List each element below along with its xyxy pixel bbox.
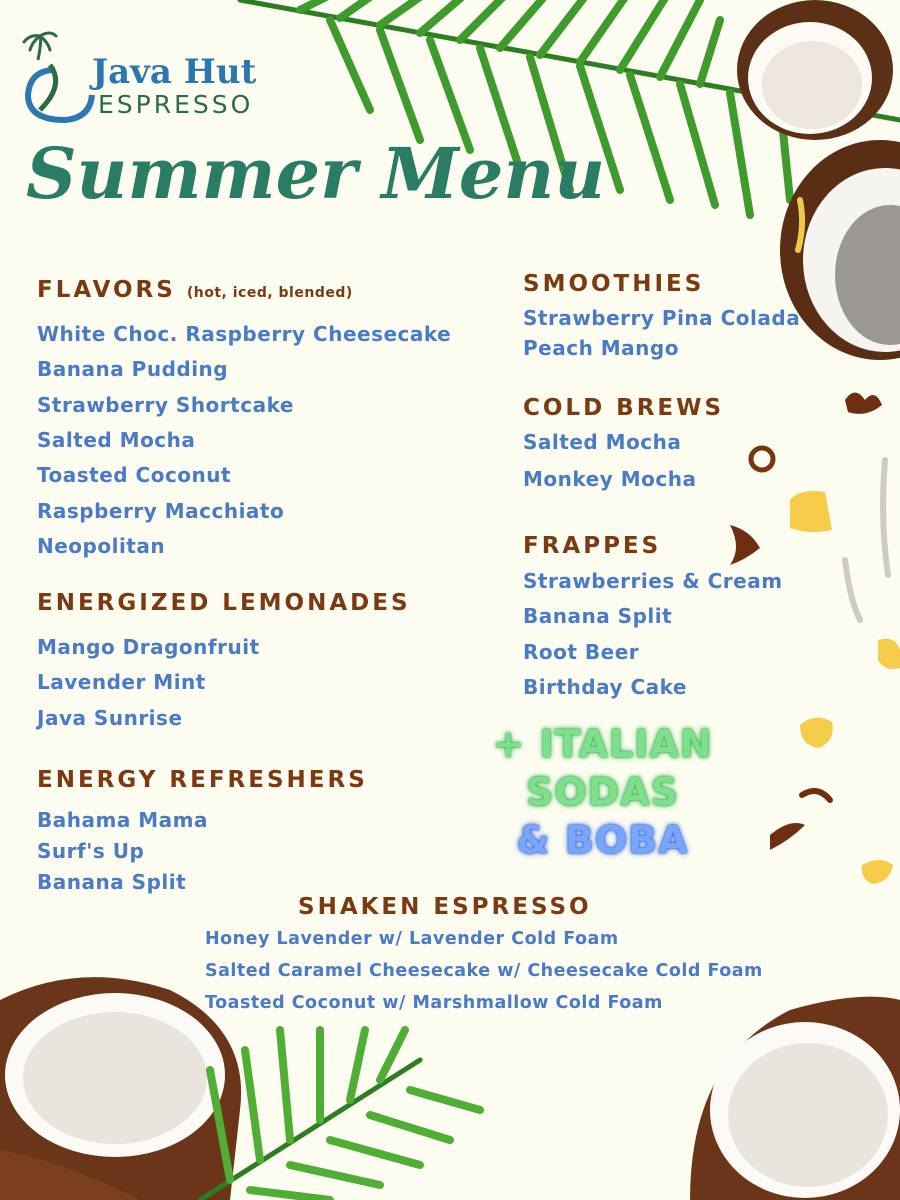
menu-item: Lavender Mint [37,670,206,694]
menu-item: White Choc. Raspberry Cheesecake [37,322,452,346]
flavors-heading-label: FLAVORS [37,277,176,303]
cold-brews-heading: COLD BREWS [523,395,725,421]
page-title: Summer Menu [26,132,606,215]
menu-item: Strawberry Pina Colada [523,306,801,330]
menu-item: Banana Pudding [37,357,229,381]
brand-subtitle: ESPRESSO [98,90,254,119]
coconut-icon [737,0,893,140]
palm-leaf-icon [200,1030,480,1200]
menu-item: Salted Caramel Cheesecake w/ Cheesecake Cold Foam [205,961,763,981]
menu-item: Toasted Coconut [37,463,232,487]
flavors-heading [37,277,353,303]
promo-line-3: & BOBA [516,818,689,862]
frappes-heading: FRAPPES [523,533,662,559]
menu-item: Monkey Mocha [523,467,697,491]
smoothies-heading: SMOOTHIES [523,271,705,297]
coconut-icon [690,997,900,1200]
lemonades-heading: ENERGIZED LEMONADES [37,590,411,616]
menu-item: Strawberry Shortcake [37,393,294,417]
brand-name: Java Hut [92,52,257,92]
shaken-espresso-heading: SHAKEN ESPRESSO [298,894,592,920]
menu-item: Raspberry Macchiato [37,499,285,523]
menu-item: Honey Lavender w/ Lavender Cold Foam [205,929,619,949]
menu-item: Banana Split [37,870,187,894]
flavors-note: (hot, iced, blended) [186,285,353,301]
menu-item: Root Beer [523,640,640,664]
refreshers-heading: ENERGY REFRESHERS [37,767,368,793]
promo-line-2: SODAS [526,770,679,814]
palm-tree-icon [20,30,95,125]
promo-line-1: + ITALIAN [492,722,713,766]
menu-item: Banana Split [523,604,673,628]
menu-item: Salted Mocha [523,430,682,454]
menu-item: Birthday Cake [523,675,687,699]
menu-item: Bahama Mama [37,808,209,832]
menu-item: Surf's Up [37,839,145,863]
menu-item: Strawberries & Cream [523,569,783,593]
menu-item: Neopolitan [37,534,166,558]
menu-item: Salted Mocha [37,428,196,452]
menu-item: Mango Dragonfruit [37,635,260,659]
menu-item: Toasted Coconut w/ Marshmallow Cold Foam [205,993,663,1013]
menu-item: Java Sunrise [37,706,183,730]
menu-item: Peach Mango [523,336,679,360]
